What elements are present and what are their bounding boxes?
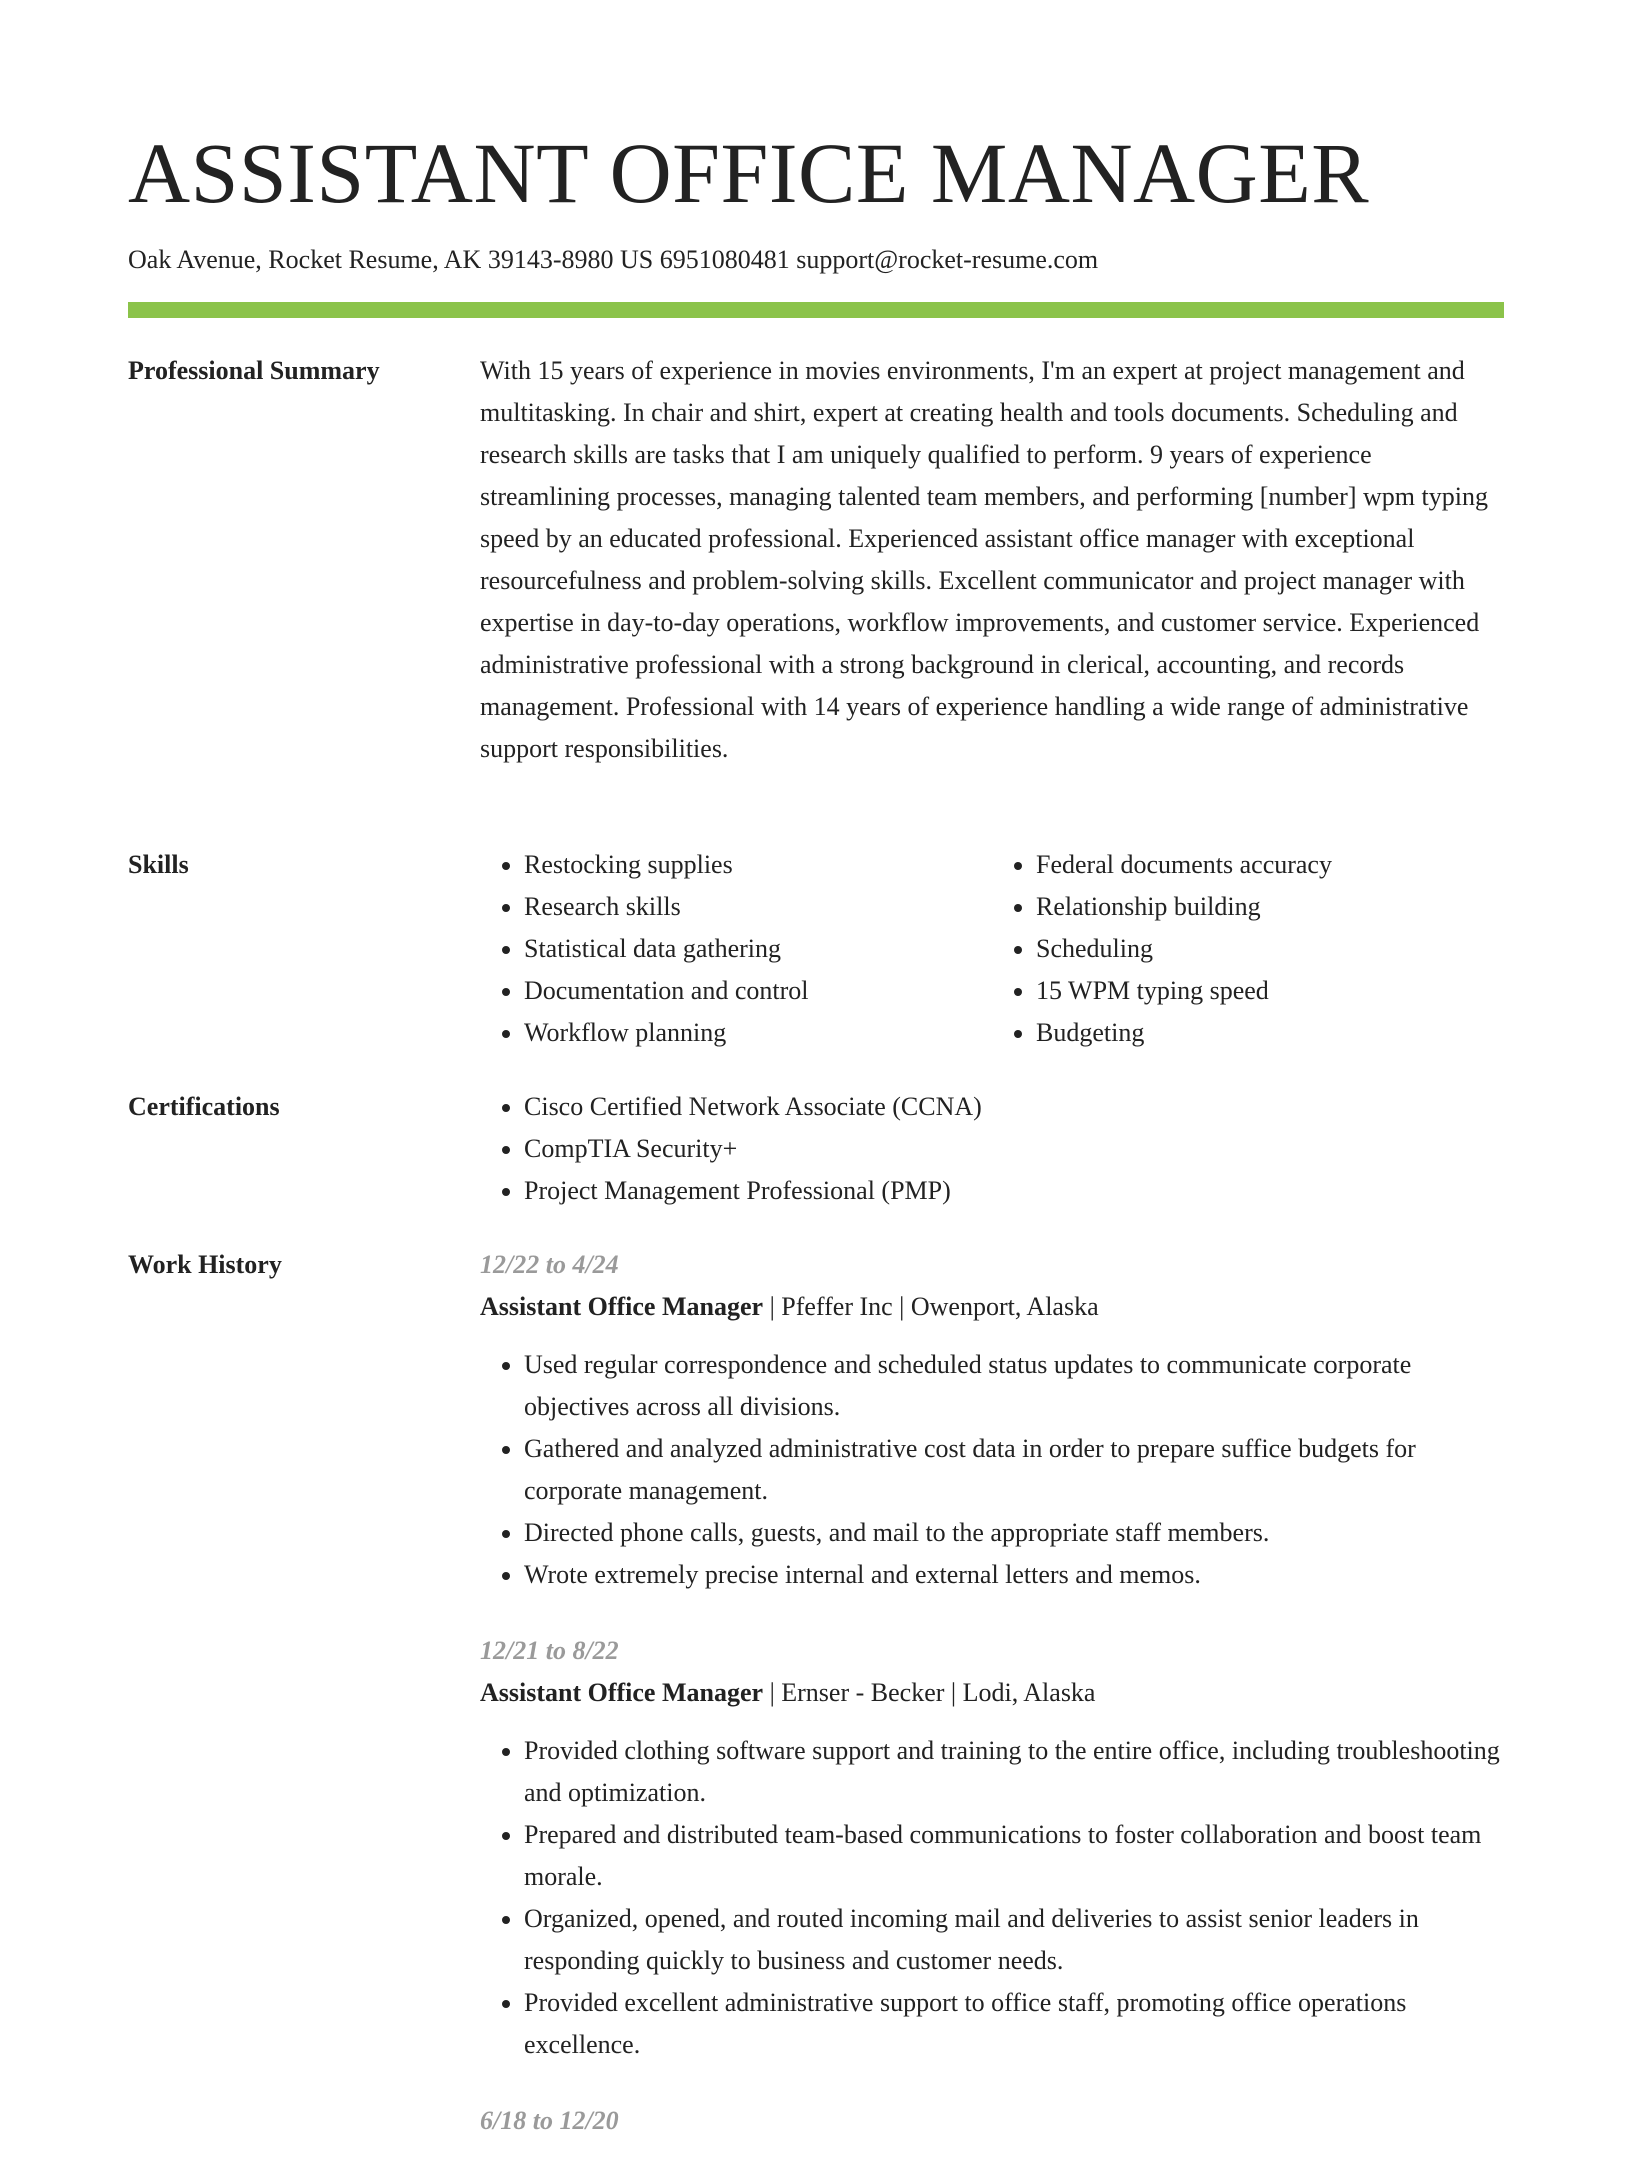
job-entry [480, 1244, 1504, 1596]
list-item: • Project Management Professional (PMP) [524, 1170, 1504, 1212]
job-position: Assistant Office Manager [480, 1678, 764, 1707]
resume-title: ASSISTANT OFFICE MANAGER [128, 125, 1370, 221]
list-item: • Gathered and analyzed administrative cost data in order to prepare suffice budgets for corporate management. [524, 1428, 1504, 1512]
resume-header [128, 118, 1504, 318]
list-item: • Workflow planning [524, 1012, 992, 1054]
job-company-location: | Pfeffer Inc | Owenport, Alaska [763, 1292, 1099, 1321]
list-item: • Provided clothing software support and training to the entire office, including troubleshooting and optimization. [524, 1730, 1504, 1814]
list-item: • Cisco Certified Network Associate (CCNA) [524, 1086, 1504, 1128]
accent-divider [128, 302, 1504, 318]
list-item: • Provided excellent administrative support to office staff, promoting office operations excellence. [524, 1982, 1504, 2066]
list-item: • Federal documents accuracy [1036, 844, 1504, 886]
skills-list-right [992, 844, 1504, 1054]
section-label: Skills [128, 850, 189, 879]
job-company-location: | Ernser - Becker | Lodi, Alaska [763, 1678, 1096, 1707]
job-dates: 6/18 to 12/20 [480, 2106, 619, 2135]
list-item: • 15 WPM typing speed [1036, 970, 1504, 1012]
job-dates: 12/22 to 4/24 [480, 1250, 619, 1279]
list-item: • Restocking supplies [524, 844, 992, 886]
list-item: • Budgeting [1036, 1012, 1504, 1054]
contact-line: Oak Avenue, Rocket Resume, AK 39143-8980 US 6951080481 support@rocket-resume.com [128, 245, 1099, 274]
list-item: • Directed phone calls, guests, and mail to the appropriate staff members. [524, 1512, 1504, 1554]
list-item: • Research skills [524, 886, 992, 928]
job-dates: 12/21 to 8/22 [480, 1636, 619, 1665]
list-item: • Relationship building [1036, 886, 1504, 928]
certifications-content [480, 1086, 1504, 1212]
list-item: • Wrote extremely precise internal and external letters and memos. [524, 1554, 1504, 1596]
list-item: • Organized, opened, and routed incoming mail and deliveries to assist senior leaders in responding quickly to business and customer needs. [524, 1898, 1504, 1982]
summary-text: With 15 years of experience in movies environments, I'm an expert at project management and multitasking. In chair and shirt, expert at creating health and tools documents. Scheduling and research skills are tasks that I am uniquely qualified to perform. 9 years of experience streamlining processes, managing talented team members, and performing [number] wpm typing speed by an educated professional. Experienced assistant office manager with exceptional resourcefulness and problem-solving skills. Excellent communicator and project manager with expertise in day-to-day operations, workflow improvements, and customer service. Experienced administrative professional with a strong background in clerical, accounting, and records management. Professional with 14 years of experience handling a wide range of administrative support responsibilities. [480, 356, 1488, 763]
job-entry [480, 2100, 1504, 2142]
section-label: Professional Summary [128, 356, 380, 385]
job-title-line [480, 1672, 1504, 1714]
section-label: Work History [128, 1250, 282, 1279]
job-entry [480, 1630, 1504, 2066]
list-item: • Prepared and distributed team-based communications to foster collaboration and boost team morale. [524, 1814, 1504, 1898]
certifications-list [480, 1086, 1504, 1212]
skills-list-left [480, 844, 992, 1054]
section-label: Certifications [128, 1092, 280, 1121]
list-item: • Scheduling [1036, 928, 1504, 970]
list-item: • Statistical data gathering [524, 928, 992, 970]
list-item: • Documentation and control [524, 970, 992, 1012]
job-duties-list [480, 1344, 1504, 1596]
job-duties-list [480, 1730, 1504, 2066]
list-item: • Used regular correspondence and scheduled status updates to communicate corporate objectives across all divisions. [524, 1344, 1504, 1428]
job-title-line [480, 1286, 1504, 1328]
work-history-content [480, 1244, 1504, 2176]
skills-content [480, 844, 1504, 1054]
job-position: Assistant Office Manager [480, 1292, 764, 1321]
list-item: • CompTIA Security+ [524, 1128, 1504, 1170]
summary-content [480, 350, 1504, 770]
